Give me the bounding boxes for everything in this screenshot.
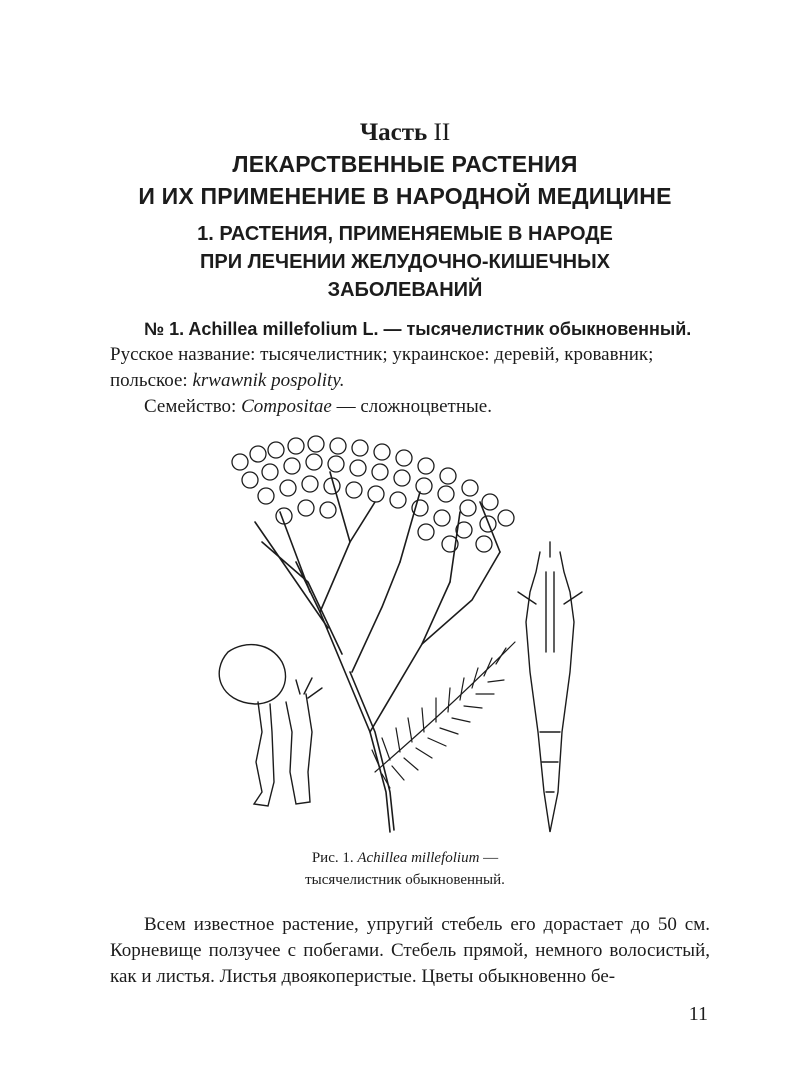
caption-line-1: [0, 847, 810, 869]
chapter-title-line-1: ЛЕКАРСТВЕННЫЕ РАСТЕНИЯ: [232, 151, 578, 177]
family-latin: Compositae: [241, 396, 332, 417]
section-title-line-2: ПРИ ЛЕЧЕНИИ ЖЕЛУДОЧНО-КИШЕЧНЫХ: [200, 251, 610, 273]
plant-entry: [110, 316, 710, 420]
names-line-2: [110, 368, 710, 394]
caption-prefix: Рис. 1.: [311, 850, 358, 866]
chapter-title: [0, 148, 810, 212]
floret-section-right: [518, 542, 582, 832]
names-line-1: Русское название: тысячелистник; украинское: деревій, кровавник;: [110, 344, 654, 365]
yarrow-illustration: [200, 432, 610, 842]
caption-line-2: тысячелистник обыкновенный.: [305, 872, 505, 888]
caption-suffix: —: [479, 850, 499, 866]
section-title-line-3: ЗАБОЛЕВАНИЙ: [327, 279, 483, 301]
flower-detail-left: [219, 645, 322, 806]
family-prefix: Семейство:: [144, 396, 242, 417]
chapter-title-line-2: И ИХ ПРИМЕНЕНИЕ В НАРОДНОЙ МЕДИЦИНЕ: [138, 183, 672, 209]
caption-latin: Achillea millefolium: [357, 850, 480, 866]
section-title-line-1: 1. РАСТЕНИЯ, ПРИМЕНЯЕМЫЕ В НАРОДЕ: [197, 223, 613, 245]
section-title: [0, 220, 810, 304]
polish-name: krwawnik pospolity.: [192, 370, 345, 391]
flower-cluster: [232, 436, 514, 552]
body-text: [110, 912, 710, 990]
page-number: 11: [688, 1003, 708, 1025]
names-prefix: польское:: [110, 370, 193, 391]
part-heading: [0, 118, 810, 148]
family-line: [110, 394, 710, 420]
body-paragraph: Всем известное растение, упругий стебель его дорастает до 50 см. Корневище ползучее с побегами. Стебель прямой, немного волосистый, как и листья. Листья двоякоперистые. Цветы обыкновенно бе-: [110, 914, 710, 987]
leaf: [372, 642, 515, 788]
figure-caption: [0, 847, 810, 891]
part-label: Часть: [359, 119, 428, 146]
family-suffix: — сложноцветные.: [331, 396, 492, 417]
entry-heading: № 1. Achillea millefolium L. — тысячелистник обыкновенный.: [144, 319, 692, 339]
part-number: II: [433, 119, 451, 146]
